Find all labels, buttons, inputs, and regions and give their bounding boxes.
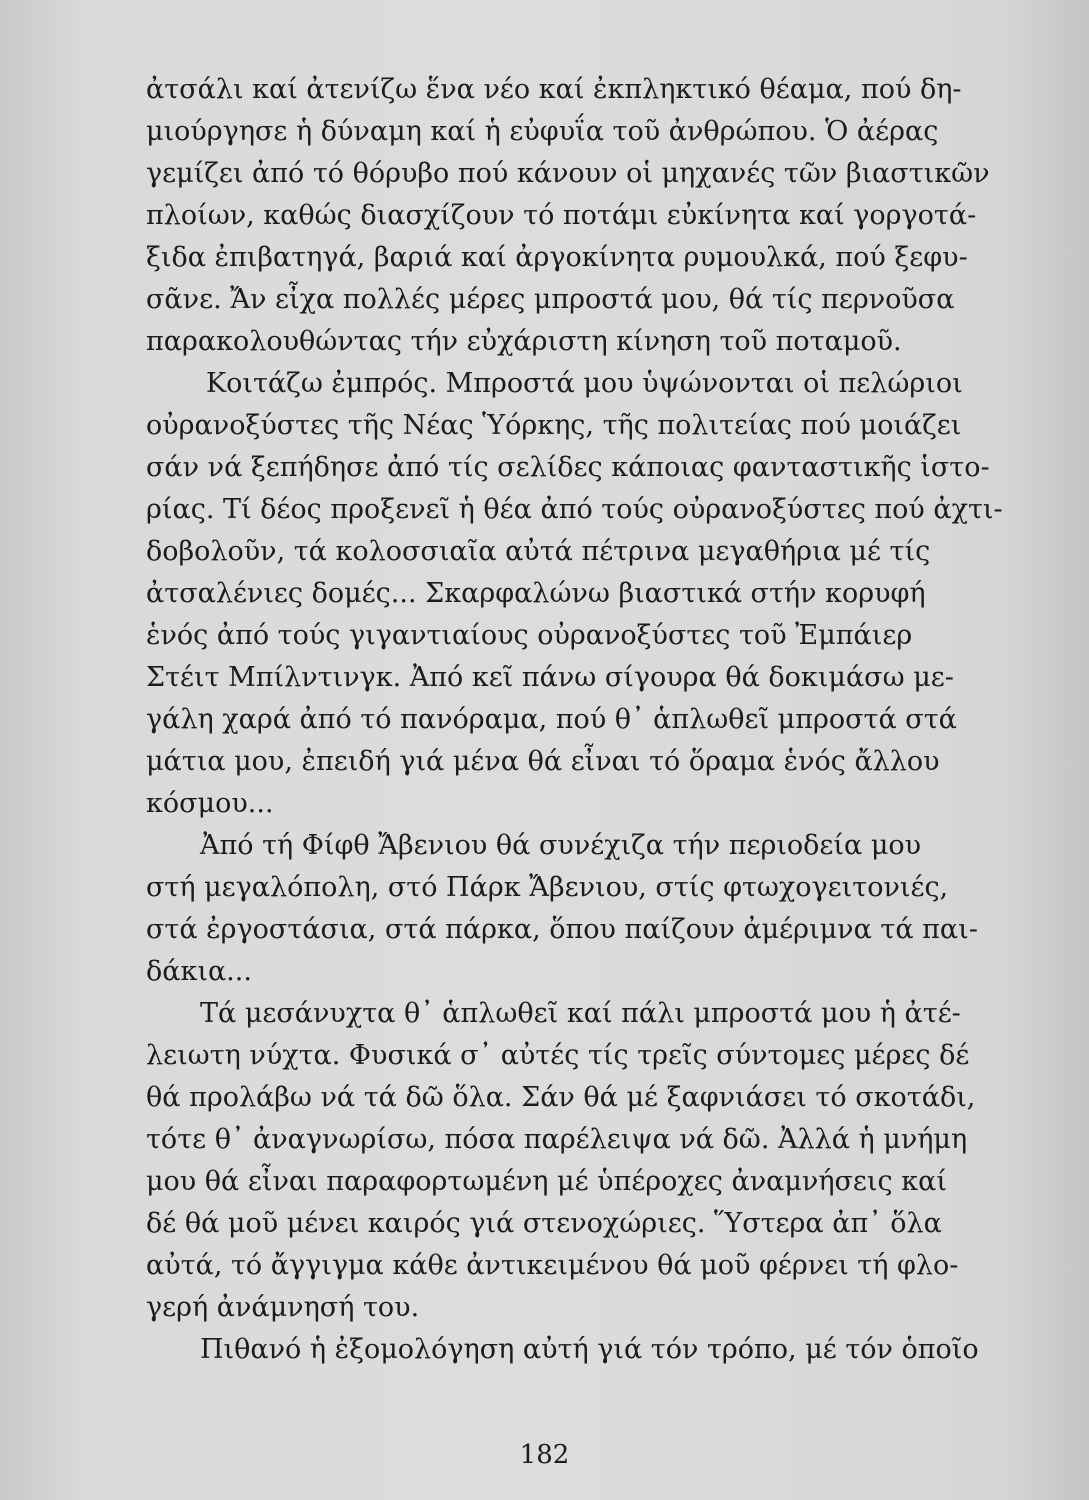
text-line: παρακολουθώντας τήν εὐχάριστη κίνηση τοῦ ποταμοῦ. (146, 326, 902, 357)
text-line: οὐρανοξύστες τῆς Νέας Ὑόρκης, τῆς πολιτείας πού μοιάζει (146, 410, 962, 441)
text-line: δοβολοῦν, τά κολοσσιαῖα αὐτά πέτρινα μεγαθήρια μέ τίς (146, 536, 931, 567)
text-line: γεμίζει ἀπό τό θόρυβο πού κάνουν οἱ μηχανές τῶν βιαστικῶν (146, 158, 990, 189)
text-line: λειωτη νύχτα. Φυσικά σ᾽ αὐτές τίς τρεῖς σύντομες μέρες δέ (146, 1040, 970, 1071)
text-line: αὐτά, τό ἄγγιγμα κάθε ἀντικειμένου θά μοῦ φέρνει τή φλο- (146, 1250, 959, 1281)
text-line: δέ θά μοῦ μένει καιρός γιά στενοχώριες. Ὕστερα ἀπ᾽ ὅλα (146, 1208, 942, 1239)
page-number: 182 (519, 1440, 570, 1470)
text-line: ρίας. Τί δέος προξενεῖ ἡ θέα ἀπό τούς οὐρανοξύστες πού ἀχτι- (146, 494, 1003, 525)
text-line: στά ἐργοστάσια, στά πάρκα, ὅπου παίζουν ἀμέριμνα τά παι- (146, 914, 978, 945)
text-line: γάλη χαρά ἀπό τό πανόραμα, πού θ᾽ ἁπλωθεῖ μπροστά στά (146, 704, 957, 735)
paragraph-first-line: Κοιτάζω ἐμπρός. Μπροστά μου ὑψώνονται οἱ πελώριοι (206, 368, 963, 399)
text-line: ἑνός ἀπό τούς γιγαντιαίους οὐρανοξύστες τοῦ Ἐμπάιερ (146, 620, 913, 651)
text-line: στή μεγαλόπολη, στό Πάρκ Ἄβενιου, στίς φτωχογειτονιές, (146, 872, 949, 903)
text-line: ἀτσαλένιες δομές... Σκαρφαλώνω βιαστικά στήν κορυφή (146, 578, 926, 609)
paragraph-first-line: Τά μεσάνυχτα θ᾽ ἁπλωθεῖ καί πάλι μπροστά μου ἡ ἀτέ- (200, 998, 961, 1029)
text-line: θά προλάβω νά τά δῶ ὅλα. Σάν θά μέ ξαφνιάσει τό σκοτάδι, (146, 1082, 976, 1113)
text-line: μάτια μου, ἐπειδή γιά μένα θά εἶναι τό ὅραμα ἑνός ἄλλου (146, 746, 940, 777)
text-line: ξιδα ἐπιβατηγά, βαριά καί ἀργοκίνητα ρυμουλκά, πού ξεφυ- (146, 242, 968, 273)
paragraph-first-line: Ἀπό τή Φίφθ Ἄβενιου θά συνέχιζα τήν περιοδεία μου (200, 830, 922, 861)
text-line: δάκια... (146, 956, 252, 987)
text-line: μου θά εἶναι παραφορτωμένη μέ ὑπέροχες ἀναμνήσεις καί (146, 1166, 947, 1197)
text-line: σᾶνε. Ἄν εἶχα πολλές μέρες μπροστά μου, θά τίς περνοῦσα (146, 284, 955, 315)
text-line: μιούργησε ἡ δύναμη καί ἡ εὐφυΐα τοῦ ἀνθρώπου. Ὁ ἀέρας (146, 116, 939, 147)
paragraph-first-line: Πιθανό ἡ ἐξομολόγηση αὐτή γιά τόν τρόπο, μέ τόν ὁποῖο (200, 1334, 979, 1365)
text-line: ἀτσάλι καί ἀτενίζω ἕνα νέο καί ἐκπληκτικό θέαμα, πού δη- (146, 74, 962, 105)
text-line: σάν νά ξεπήδησε ἀπό τίς σελίδες κάποιας φανταστικῆς ἱστο- (146, 452, 990, 483)
text-line: Στέιτ Μπίλντινγκ. Ἀπό κεῖ πάνω σίγουρα θά δοκιμάσω με- (146, 662, 954, 693)
text-line: κόσμου... (146, 788, 274, 819)
text-line: γερή ἀνάμνησή του. (146, 1292, 420, 1323)
text-line: πλοίων, καθώς διασχίζουν τό ποτάμι εὐκίνητα καί γοργοτά- (146, 200, 977, 231)
text-line: τότε θ᾽ ἀναγνωρίσω, πόσα παρέλειψα νά δῶ. Ἀλλά ἡ μνήμη (146, 1124, 968, 1155)
